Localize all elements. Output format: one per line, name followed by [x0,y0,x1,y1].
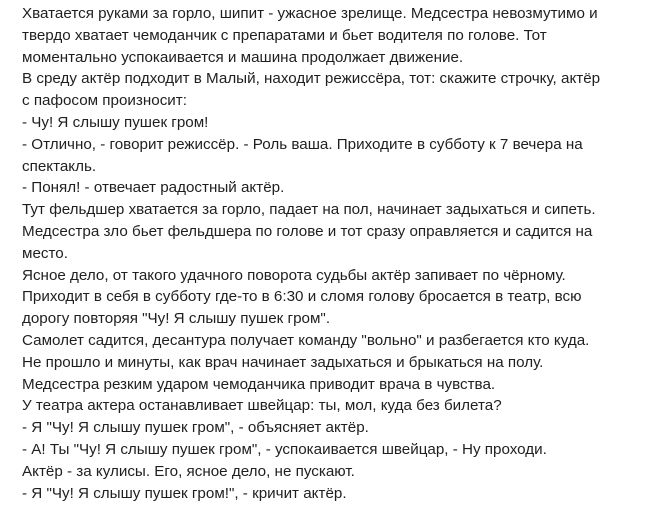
text-line: - Я "Чу! Я слышу пушек гром!", - кричит актёр. [22,484,347,502]
text-line: - Понял! - отвечает радостный актёр. [22,179,285,197]
text-line: место. [22,244,68,262]
text-line: с пафосом произносит: [22,92,187,110]
text-line: спектакль. [22,157,97,175]
text-line: Медсестра зло бьет фельдшера по голове и тот сразу оправляется и садится на [22,222,593,240]
text-line: - Я "Чу! Я слышу пушек гром", - объясняет актёр. [22,419,369,437]
text-line: В среду актёр подходит в Малый, находит режиссёра, тот: скажите строчку, актёр [22,70,601,88]
text-line: Ясное дело, от такого удачного поворота судьбы актёр запивает по чёрному. [22,266,566,284]
text-line: Самолет садится, десантура получает команду "вольно" и разбегается кто куда. [22,331,590,349]
text-line: Не прошло и минуты, как врач начинает задыхаться и брыкаться на полу. [22,353,544,371]
text-line: - Отлично, - говорит режиссёр. - Роль ваша. Приходите в субботу к 7 вечера на [22,135,583,153]
text-line: - Чу! Я слышу пушек гром! [22,113,209,131]
text-line: - А! Ты "Чу! Я слышу пушек гром", - успокаивается швейцар, - Ну проходи. [22,440,547,458]
text-line: Хватается руками за горло, шипит - ужасное зрелище. Медсестра невозмутимо и [22,5,598,22]
text-line: Медсестра резким ударом чемоданчика приводит врача в чувства. [22,375,496,393]
text-line: Актёр - за кулисы. Его, ясное дело, не пускают. [22,462,355,480]
document-text [22,3,647,504]
text-line: дорогу повторяя "Чу! Я слышу пушек гром". [22,310,331,328]
text-line: Тут фельдшер хватается за горло, падает на пол, начинает задыхаться и сипеть. [22,201,596,219]
text-line: Приходит в себя в субботу где-то в 6:30 и сломя голову бросается в театр, всю [22,288,582,306]
text-line: моментально успокаивается и машина продолжает движение. [22,48,464,66]
text-line: твердо хватает чемоданчик с препаратами и бьет водителя по голове. Тот [22,26,547,44]
text-line: У театра актера останавливает швейцар: ты, мол, куда без билета? [22,397,502,415]
